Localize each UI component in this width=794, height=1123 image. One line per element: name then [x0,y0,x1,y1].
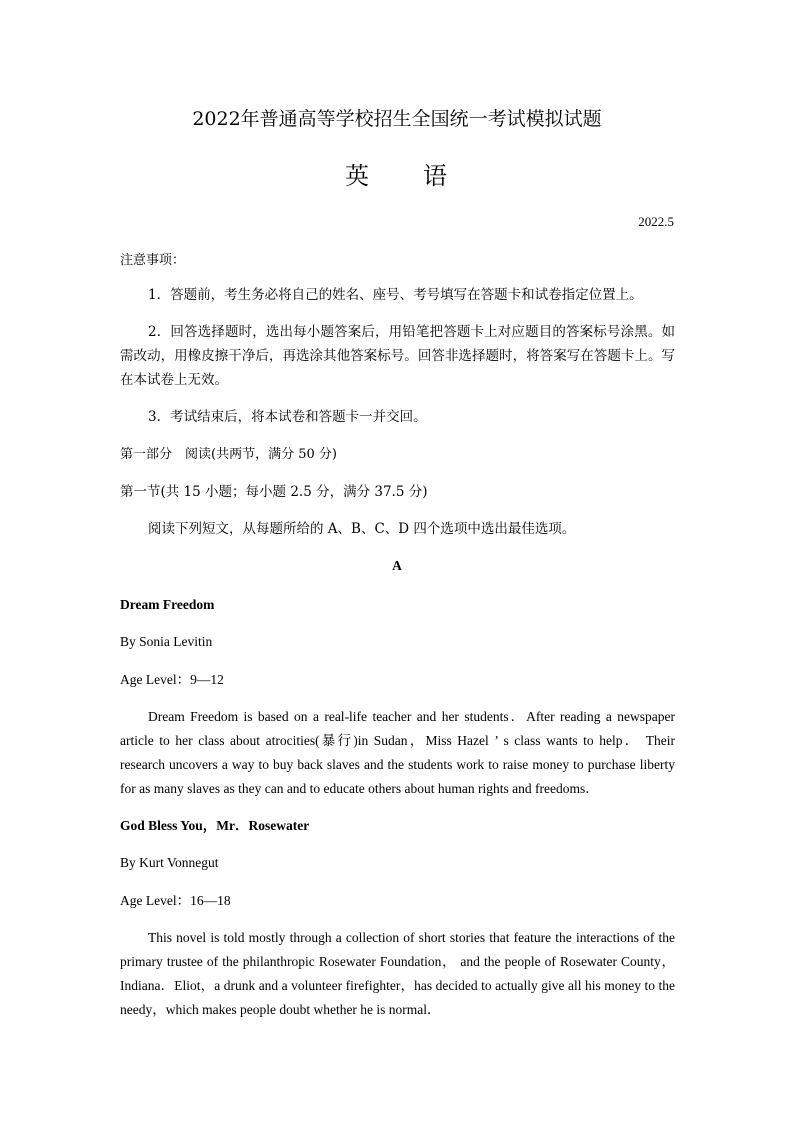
book2-description: This novel is told mostly through a collection of short stories that feature the interactions of the primary trustee of the philanthropic Rosewater Foundation， and the people of Rosewater County，Indiana．Eliot，a drunk and a volunteer firefighter，has decided to actually give all his money to the needy，which makes people doubt whether he is normal． [120,930,675,1017]
passage-label: A [392,558,402,573]
reading-instruction: 阅读下列短文，从每题所给的 A、B、C、D 四个选项中选出最佳选项。 [148,521,576,537]
subject-char-1: 英 [345,162,371,190]
notice-heading: 注意事项： [120,253,186,268]
exam-date: 2022.5 [638,214,674,229]
book2-age-level: Age Level：16—18 [120,893,231,908]
section1-heading: 第一节(共 15 小题；每小题 2.5 分，满分 37.5 分) [120,484,428,500]
subject-char-2: 语 [423,162,449,190]
book1-age-level: Age Level：9—12 [120,672,224,687]
subject-title [0,156,794,191]
notice-item-1: 1．答题前，考生务必将自己的姓名、座号、考号填写在答题卡和试卷指定位置上。 [148,287,643,303]
book2-title: God Bless You，Mr．Rosewater [120,818,310,833]
notice-item-2: 2．回答选择题时，选出每小题答案后，用铅笔把答题卡上对应题目的答案标号涂黑。如需改动，用橡皮擦干净后，再选涂其他答案标号。回答非选择题时，将答案写在答题卡上。写在本试卷上无效。 [120,324,675,388]
part1-heading: 第一部分 阅读(共两节，满分 50 分) [120,447,337,462]
book1-description: Dream Freedom is based on a real-life teacher and her students．After reading a newspaper article to her class about atrocities(暴行)in Sudan，Miss Hazel ’ s class wants to help． Their research uncovers a way to buy back slaves and the students work to raise money to purchase liberty for as many slaves as they can and to educate others about human rights and freedoms． [120,709,675,796]
book1-author: By Sonia Levitin [120,634,213,649]
notice-item-3: 3．考试结束后，将本试卷和答题卡一并交回。 [148,409,427,425]
exam-title: 2022年普通高等学校招生全国统一考试模拟试题 [192,108,602,130]
book1-title: Dream Freedom [120,597,215,612]
book2-author: By Kurt Vonnegut [120,855,219,870]
